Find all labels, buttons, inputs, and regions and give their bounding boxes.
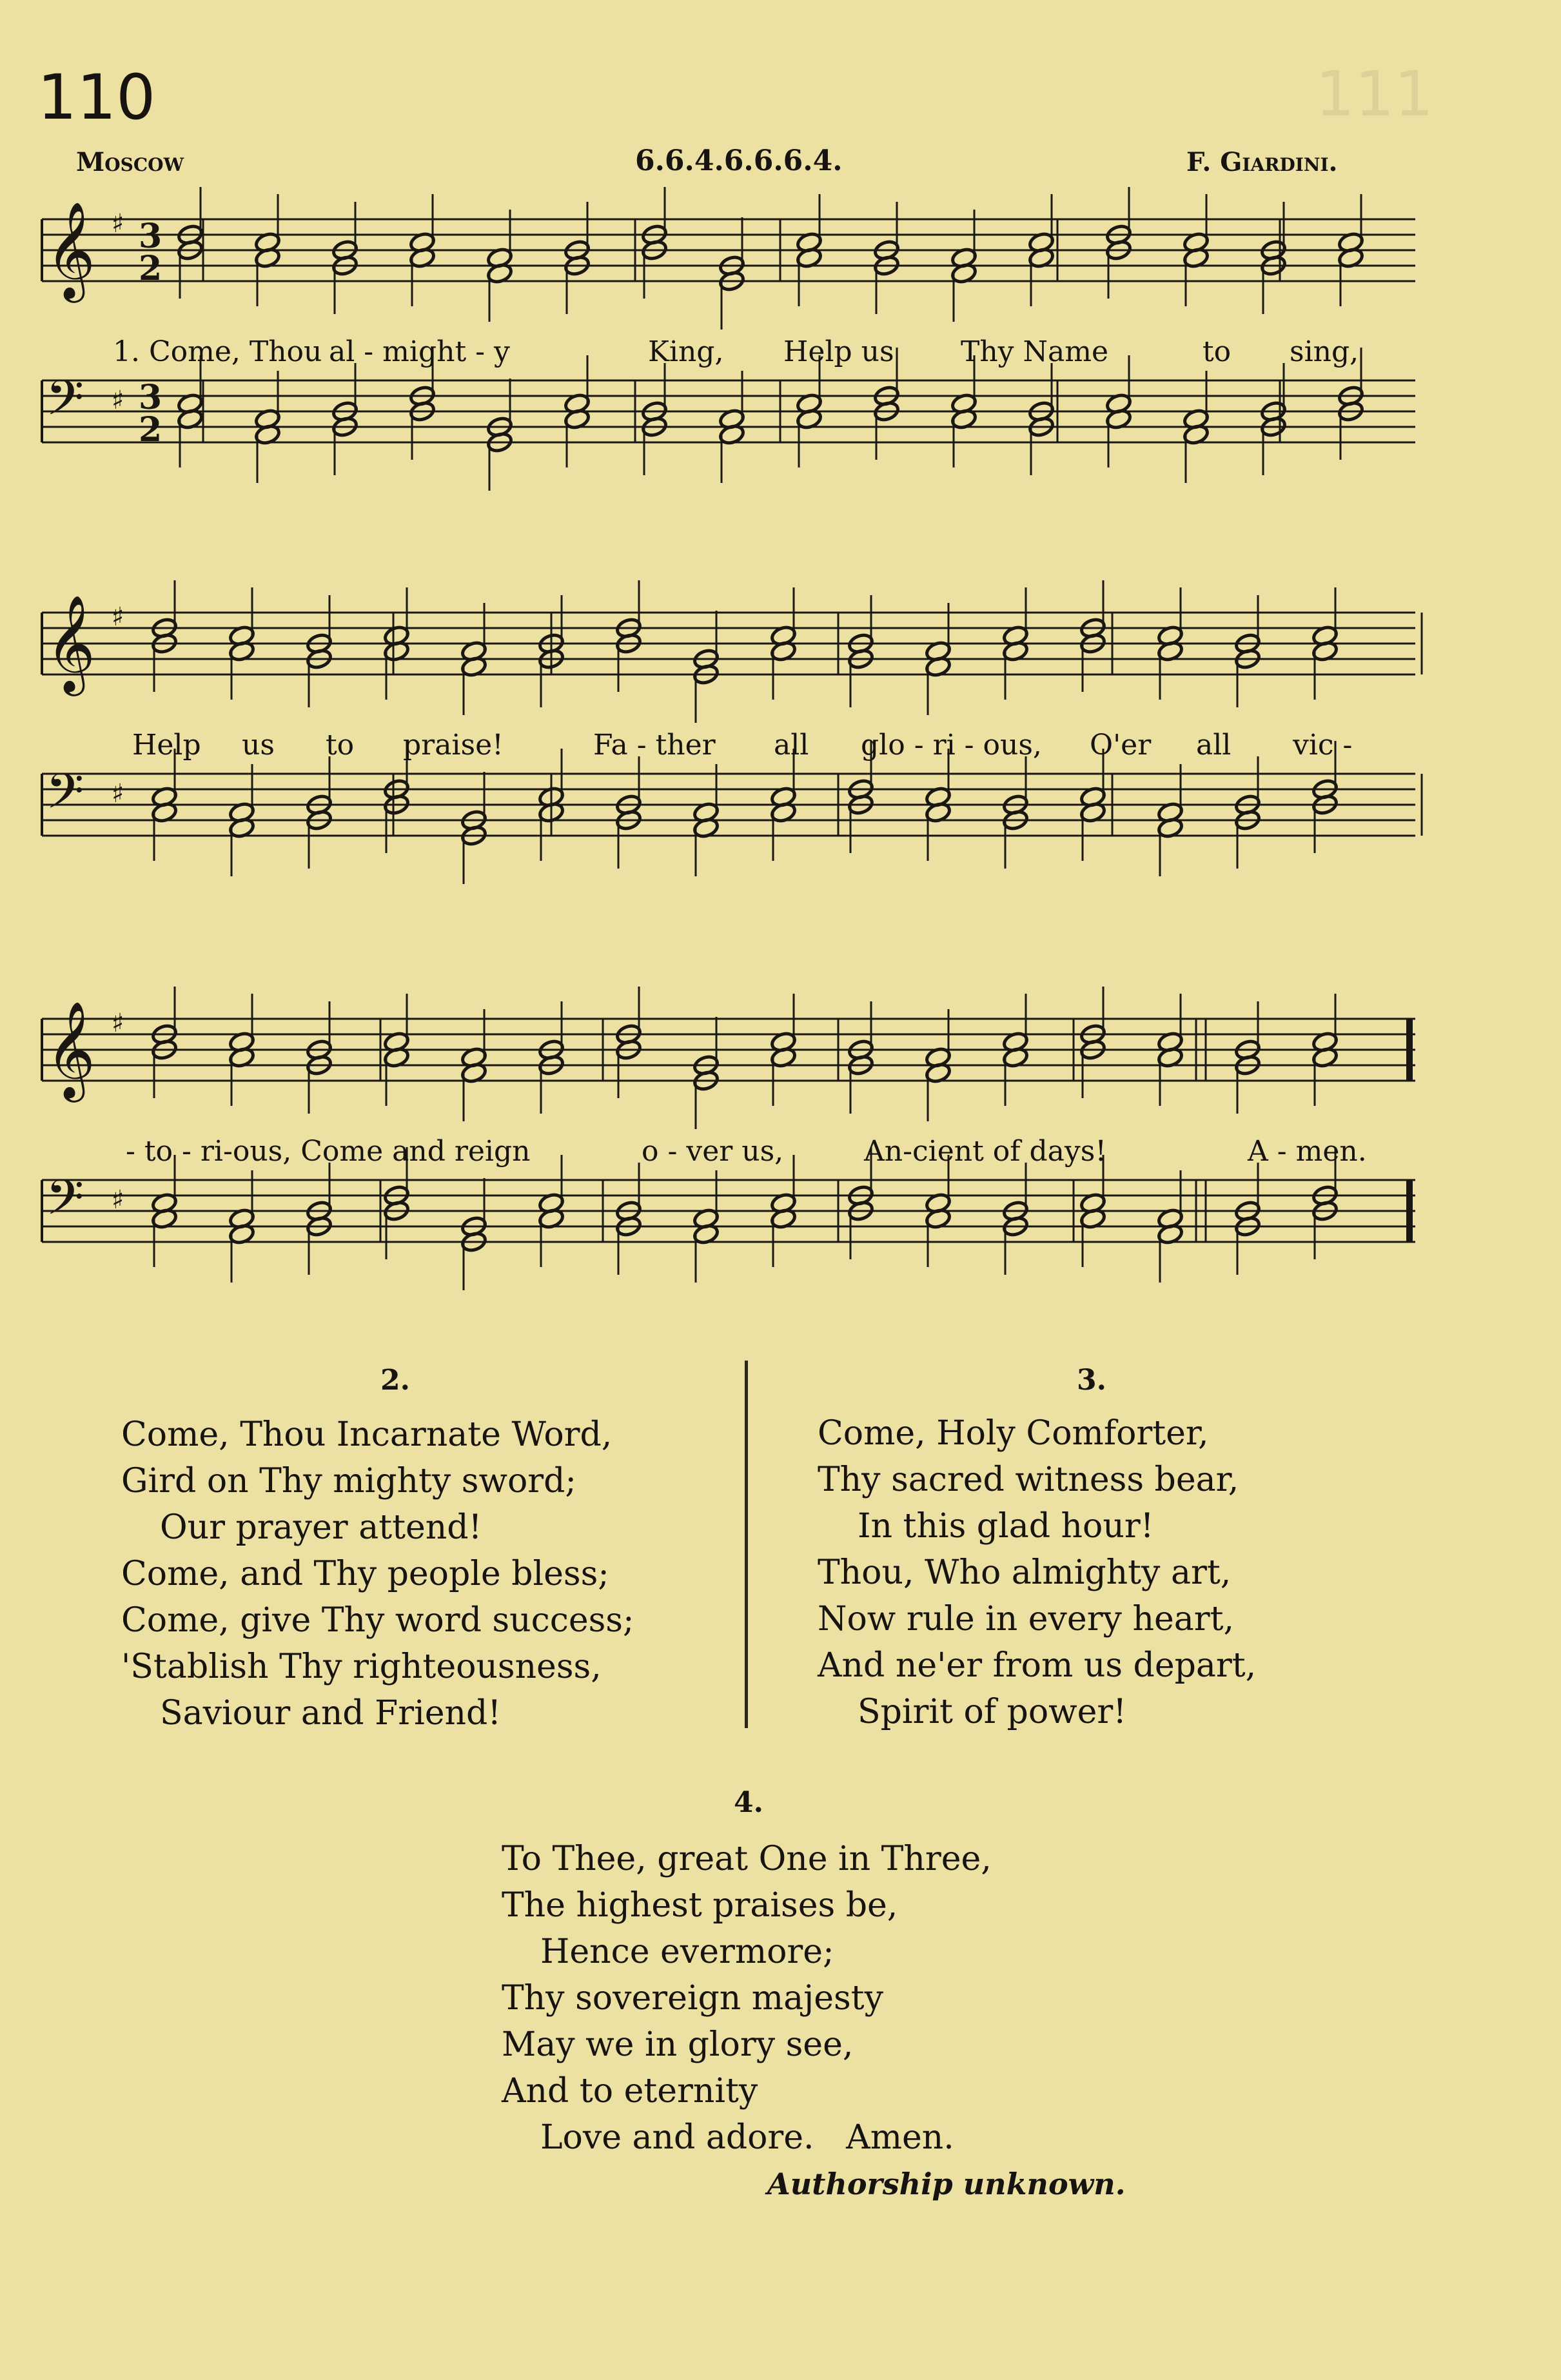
tune-name: Moscow	[76, 147, 184, 177]
verse-number: 2.	[380, 1364, 410, 1397]
verse-line: Hence evermore;	[540, 1933, 834, 1971]
lyric-syllable: - to - ri-ous, Come and reign	[126, 1135, 531, 1168]
verse-number: 4.	[734, 1786, 763, 1819]
verse-line: Spirit of power!	[858, 1693, 1127, 1731]
verse-line: And ne'er from us depart,	[818, 1646, 1257, 1685]
treble-clef-icon: 𝄞	[46, 201, 95, 299]
verse-number: 3.	[1077, 1364, 1106, 1397]
bass-clef-icon: 𝄢	[46, 369, 84, 438]
verse-line: Come, give Thy word success;	[121, 1601, 634, 1640]
verse-line: Thy sovereign majesty	[502, 1979, 883, 2018]
verse-line: To Thee, great One in Three,	[502, 1840, 992, 1878]
verse-line: Come, Thou Incarnate Word,	[121, 1415, 613, 1454]
lyric-syllable: glo - ri - ous,	[861, 729, 1042, 762]
time-signature-top: 3	[139, 378, 162, 417]
verse-line: Saviour and Friend!	[160, 1694, 502, 1733]
treble-clef-icon: 𝄞	[46, 594, 95, 692]
final-barline	[1406, 1180, 1413, 1242]
verse-line: And to eternity	[502, 2072, 758, 2110]
time-signature-bottom: 2	[139, 410, 162, 449]
lyric-syllable: King,	[648, 335, 724, 368]
lyric-syllable: al - might - y	[329, 335, 510, 368]
lyric-syllable: An-cient of days!	[864, 1135, 1107, 1168]
sharp-icon: ♯	[112, 1185, 124, 1215]
verse-line: Thy sacred witness bear,	[818, 1460, 1239, 1499]
treble-clef-icon: 𝄞	[46, 1000, 95, 1098]
verse-line: In this glad hour!	[858, 1507, 1154, 1546]
page-number: 110	[37, 61, 156, 133]
lyric-syllable: praise!	[403, 729, 504, 762]
verse-line: Thou, Who almighty art,	[818, 1553, 1232, 1592]
lyric-syllable: Thy Name	[961, 335, 1109, 368]
bass-clef-icon: 𝄢	[46, 763, 84, 832]
column-divider	[745, 1361, 748, 1728]
lyric-syllable: all	[774, 729, 809, 762]
lyric-syllable: to	[326, 729, 355, 762]
lyric-syllable: Help us	[783, 335, 894, 368]
sharp-icon: ♯	[112, 209, 124, 239]
sharp-icon: ♯	[112, 779, 124, 809]
lyric-syllable: all	[1196, 729, 1232, 762]
final-barline	[1406, 1019, 1413, 1081]
lyric-syllable: to	[1203, 335, 1232, 368]
lyric-syllable: 1. Come, Thou	[113, 335, 322, 368]
lyric-syllable: O'er	[1090, 729, 1152, 762]
verse-line: Come, Holy Comforter,	[818, 1414, 1209, 1453]
verse-line: Gird on Thy mighty sword;	[121, 1462, 576, 1500]
verse-line: Now rule in every heart,	[818, 1600, 1235, 1638]
lyric-syllable: us	[242, 729, 275, 762]
verse-line: May we in glory see,	[502, 2025, 854, 2064]
attribution: Authorship unknown.	[767, 2167, 1126, 2201]
lyric-syllable: Fa - ther	[593, 729, 716, 762]
bass-clef-icon: 𝄢	[46, 1169, 84, 1238]
time-signature-bottom: 2	[139, 249, 162, 288]
lyric-syllable: sing,	[1290, 335, 1359, 368]
verse-line: Come, and Thy people bless;	[121, 1555, 609, 1593]
verse-line: Our prayer attend!	[160, 1508, 482, 1547]
lyric-syllable: Help	[132, 729, 201, 762]
time-signature-top: 3	[139, 217, 162, 256]
lyric-syllable: A - men.	[1248, 1135, 1367, 1168]
lyric-syllable: o - ver us,	[642, 1135, 784, 1168]
sharp-icon: ♯	[112, 386, 124, 415]
lyric-syllable: vic -	[1293, 729, 1353, 762]
verse-line: 'Stablish Thy righteousness,	[121, 1647, 602, 1686]
sharp-icon: ♯	[112, 602, 124, 632]
composer: F. Giardini.	[1186, 147, 1338, 177]
verse-line: The highest praises be,	[502, 1886, 898, 1925]
verse-line: Love and adore. Amen.	[540, 2118, 954, 2157]
ghost-page-number: 111	[1315, 58, 1434, 130]
meter: 6.6.4.6.6.6.4.	[635, 144, 843, 177]
sharp-icon: ♯	[112, 1008, 124, 1038]
